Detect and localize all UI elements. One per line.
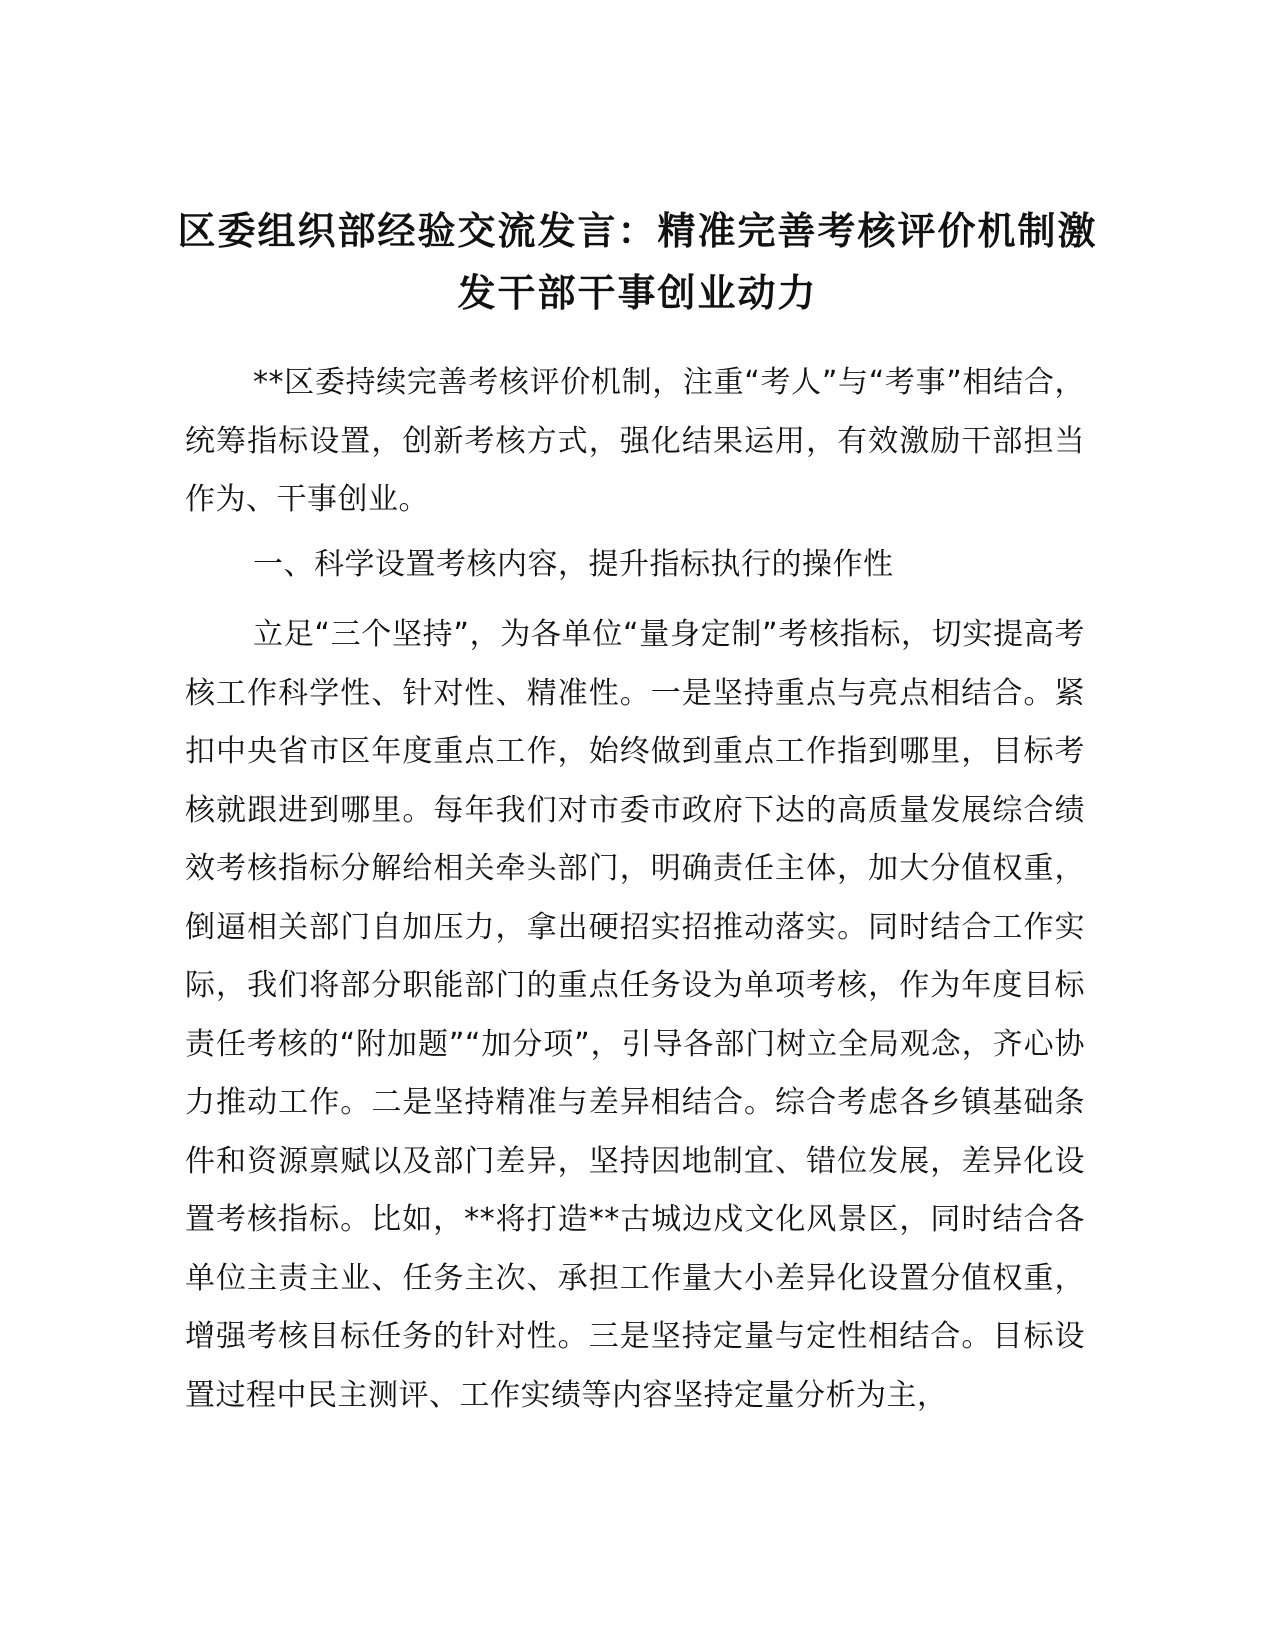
section-heading: 一、科学设置考核内容，提升指标执行的操作性 [253,547,894,582]
document-title: 区委组织部经验交流发言：精准完善考核评价机制激发干部干事创业动力 [177,209,1098,315]
intro-paragraph: **区委持续完善考核评价机制，注重“考人”与“考事”相结合，统筹指标设置，创新考核方式，强化结果运用，有效激励干部担当作为、干事创业。 [185,365,1085,517]
section-body-paragraph: 立足“三个坚持”，为各单位“量身定制”考核指标，切实提高考核工作科学性、针对性、精准性。一是坚持重点与亮点相结合。紧扣中央省市区年度重点工作，始终做到重点工作指到哪里，目标考核就跟进到哪里。每年我们对市委市政府下达的高质量发展综合绩效考核指标分解给相关牵头部门，明确责任主体，加大分值权重，倒逼相关部门自加压力，拿出硬招实招推动落实。同时结合工作实际，我们将部分职能部门的重点任务设为单项考核，作为年度目标责任考核的“附加题”“加分项”，引导各部门树立全局观念，齐心协力推动工作。二是坚持精准与差异相结合。综合考虑各乡镇基础条件和资源禀赋以及部门差异，坚持因地制宜、错位发展，差异化设置考核指标。比如，**将打造**古城边戍文化风景区，同时结合各单位主责主业、任务主次、承担工作量大小差异化设置分值权重，增强考核目标任务的针对性。三是坚持定量与定性相结合。目标设置过程中民主测评、工作实绩等内容坚持定量分析为主， [185,617,1085,1413]
